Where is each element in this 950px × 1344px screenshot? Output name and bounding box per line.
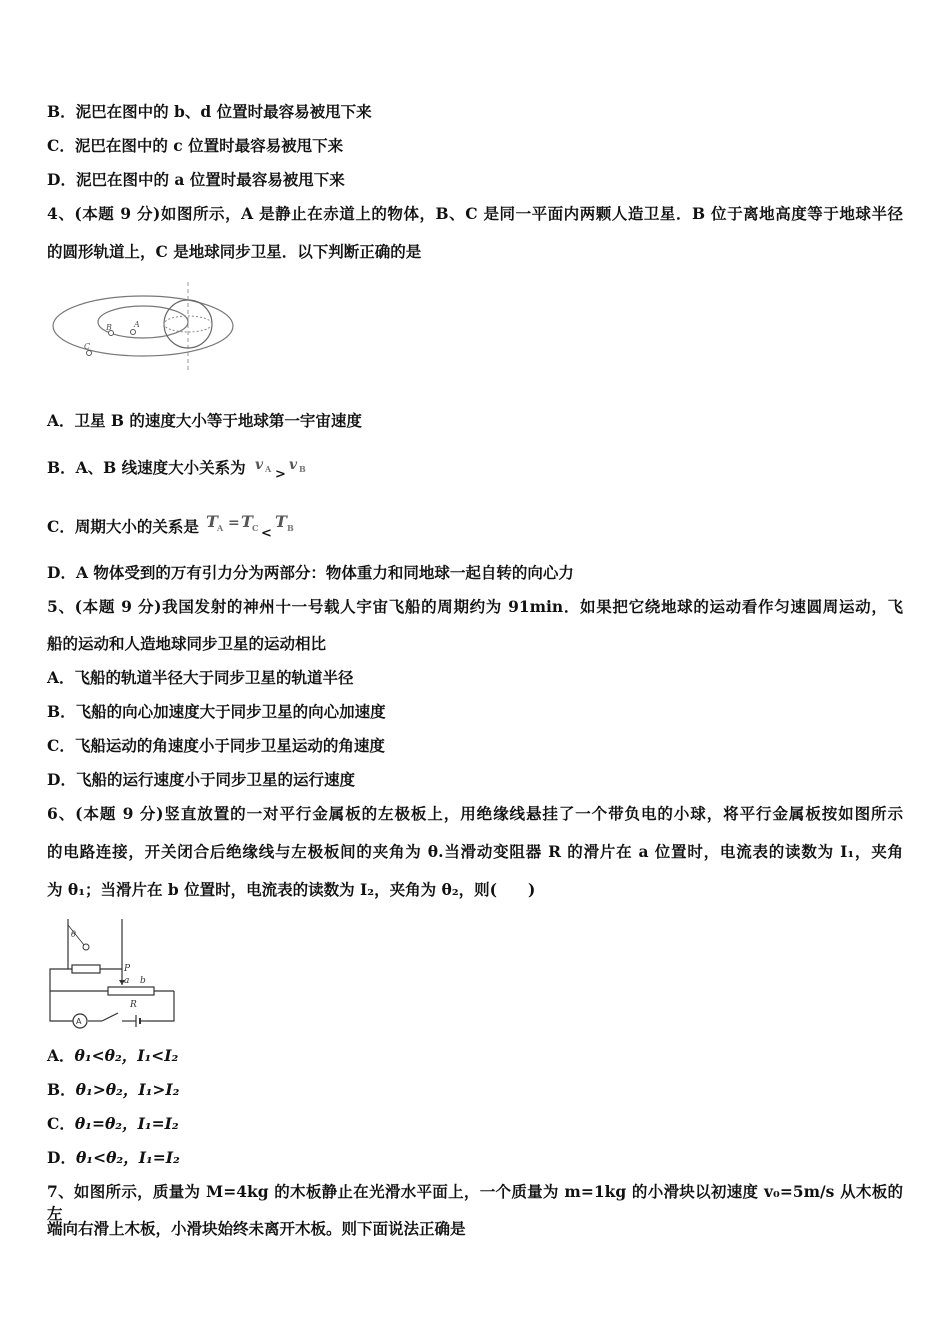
- option-label: B．: [47, 1080, 76, 1099]
- q5-stem-line2: [47, 633, 326, 655]
- wire-left: [50, 969, 80, 1021]
- v-symbol: v: [289, 457, 298, 473]
- option-label: D．: [47, 563, 76, 582]
- option-label: A．: [47, 668, 75, 687]
- option-text: 泥巴在图中的 c 位置时最容易被甩下来: [74, 136, 344, 155]
- option-label: A．: [47, 411, 75, 430]
- q4-option-c: [47, 513, 304, 543]
- label-theta: θ: [71, 930, 76, 939]
- q5-option-c: [47, 735, 385, 757]
- q6-option-c: [47, 1113, 179, 1135]
- question-text: 为 θ₁；当滑片在 b 位置时，电流表的读数为 I₂，夹角为 θ₂，则( ): [47, 880, 536, 899]
- option-text: 飞船的运行速度小于同步卫星的运行速度: [75, 770, 355, 789]
- sub-a: A: [265, 464, 272, 474]
- option-label: C．: [47, 736, 75, 755]
- sub-b: B: [299, 464, 306, 474]
- q6-option-b: [47, 1079, 179, 1101]
- point-a: [131, 330, 136, 335]
- q3-option-d: [47, 169, 345, 191]
- ball: [83, 944, 89, 950]
- option-label: C．: [47, 1114, 75, 1133]
- option-text: A 物体受到的万有引力分为两部分：物体重力和同地球一起自转的向心力: [75, 563, 574, 582]
- v-symbol: v: [255, 457, 264, 473]
- q5-option-a: [47, 667, 354, 689]
- option-label: B．: [47, 102, 76, 121]
- option-text: 卫星 B 的速度大小等于地球第一宇宙速度: [74, 411, 362, 430]
- gt-sign: >: [275, 467, 286, 482]
- question-text: 船的运动和人造地球同步卫星的运动相比: [47, 634, 327, 653]
- question-number: 7、: [47, 1182, 74, 1201]
- q6-option-a: [47, 1045, 178, 1067]
- q7-stem-line2: [47, 1218, 466, 1240]
- q4-stem-line2: [47, 241, 421, 263]
- option-label: C．: [47, 517, 75, 536]
- rheostat: [108, 987, 154, 995]
- question-text: 的电路连接，开关闭合后绝缘线与左极板间的夹角为 θ.当滑动变阻器 R 的滑片在 a 位置时，电流表的读数为 I₁，夹角: [47, 842, 903, 861]
- question-meta: (本题 9 分): [75, 804, 164, 823]
- resistor: [72, 965, 100, 973]
- q3-option-b: [47, 101, 372, 123]
- question-number: 4、: [47, 204, 75, 223]
- label-a: a: [124, 976, 130, 986]
- circuit-diagram: [44, 913, 180, 1031]
- label-p: P: [124, 964, 131, 974]
- q5-option-b: [47, 701, 386, 723]
- option-text: 飞船的向心加速度大于同步卫星的向心加速度: [75, 702, 386, 721]
- q5-stem-line1: [47, 596, 903, 618]
- wire-plate-right: [100, 957, 122, 969]
- q6-stem-line2: [47, 841, 903, 863]
- q4-option-b: [47, 456, 321, 482]
- t-symbol: T: [241, 513, 254, 531]
- q6-stem-line1: [47, 803, 903, 825]
- question-number: 6、: [47, 804, 76, 823]
- q4-option-a: [47, 410, 362, 432]
- option-text: θ₁<θ₂，I₁<I₂: [74, 1046, 179, 1065]
- q6-stem-line3: [47, 879, 535, 901]
- option-text: 泥巴在图中的 a 位置时最容易被甩下来: [75, 170, 345, 189]
- q5-option-d: [47, 769, 355, 791]
- question-text: 端向右滑上木板，小滑块始终未离开木板。则下面说法正确是: [47, 1219, 466, 1238]
- option-label: B．: [47, 458, 76, 477]
- sub-a: A: [217, 523, 224, 533]
- option-label: B．: [47, 702, 76, 721]
- velocity-formula: [251, 456, 321, 482]
- option-text: θ₁=θ₂，I₁=I₂: [74, 1114, 179, 1133]
- t-symbol: T: [275, 513, 288, 531]
- option-label: A．: [47, 1046, 75, 1065]
- option-text: θ₁<θ₂，I₁=I₂: [75, 1148, 180, 1167]
- label-r: R: [130, 1000, 137, 1010]
- t-symbol: T: [206, 513, 219, 531]
- switch-arm: [102, 1013, 118, 1021]
- option-label: C．: [47, 136, 75, 155]
- option-text: 飞船的轨道半径大于同步卫星的轨道半径: [74, 668, 354, 687]
- period-formula: [204, 513, 304, 543]
- question-text: 如图所示，质量为 M=4kg 的木板静止在光滑水平面上，一个质量为 m=1kg 的小滑块以初速度 v₀=5m/s 从木板的左: [47, 1182, 903, 1223]
- question-text: 的圆形轨道上，C 是地球同步卫星．以下判断正确的是: [47, 242, 422, 261]
- option-text: 泥巴在图中的 b、d 位置时最容易被甩下来: [75, 102, 372, 121]
- sub-b: B: [287, 523, 295, 533]
- option-text: 飞船运动的角速度小于同步卫星运动的角速度: [74, 736, 385, 755]
- eq-sign: =: [228, 515, 240, 531]
- option-text: θ₁>θ₂，I₁>I₂: [75, 1080, 180, 1099]
- sub-c: C: [252, 523, 259, 533]
- question-text: 竖直放置的一对平行金属板的左极板上，用绝缘线悬挂了一个带负电的小球，将平行金属板按如图所示: [163, 804, 903, 823]
- question-number: 5、: [47, 597, 75, 616]
- point-c: [87, 351, 92, 356]
- label-c: C: [84, 342, 91, 351]
- q3-option-c: [47, 135, 343, 157]
- label-ammeter: A: [76, 1017, 82, 1026]
- q6-option-d: [47, 1147, 180, 1169]
- orbit-diagram: [48, 278, 234, 374]
- orbit-c: [53, 296, 233, 356]
- label-b: B: [106, 323, 112, 332]
- q4-stem-line1: [47, 203, 903, 225]
- option-text: 周期大小的关系是: [74, 517, 199, 536]
- option-label: D．: [47, 770, 76, 789]
- q4-option-d: [47, 562, 574, 584]
- option-text: A、B 线速度大小关系为: [75, 458, 246, 477]
- question-meta: (本题 9 分): [74, 597, 162, 616]
- label-b: b: [140, 976, 146, 986]
- option-label: D．: [47, 170, 76, 189]
- question-meta: (本题 9 分): [74, 204, 161, 223]
- label-a: A: [134, 320, 140, 329]
- question-text: 我国发射的神州十一号载人宇宙飞船的周期约为 91min．如果把它绕地球的运动看作匀速圆周运动，飞: [161, 597, 903, 616]
- lt-sign: <: [261, 526, 273, 541]
- question-text: 如图所示，A 是静止在赤道上的物体，B、C 是同一平面内两颗人造卫星．B 位于离地高度等于地球半径: [160, 204, 903, 223]
- option-label: D．: [47, 1148, 76, 1167]
